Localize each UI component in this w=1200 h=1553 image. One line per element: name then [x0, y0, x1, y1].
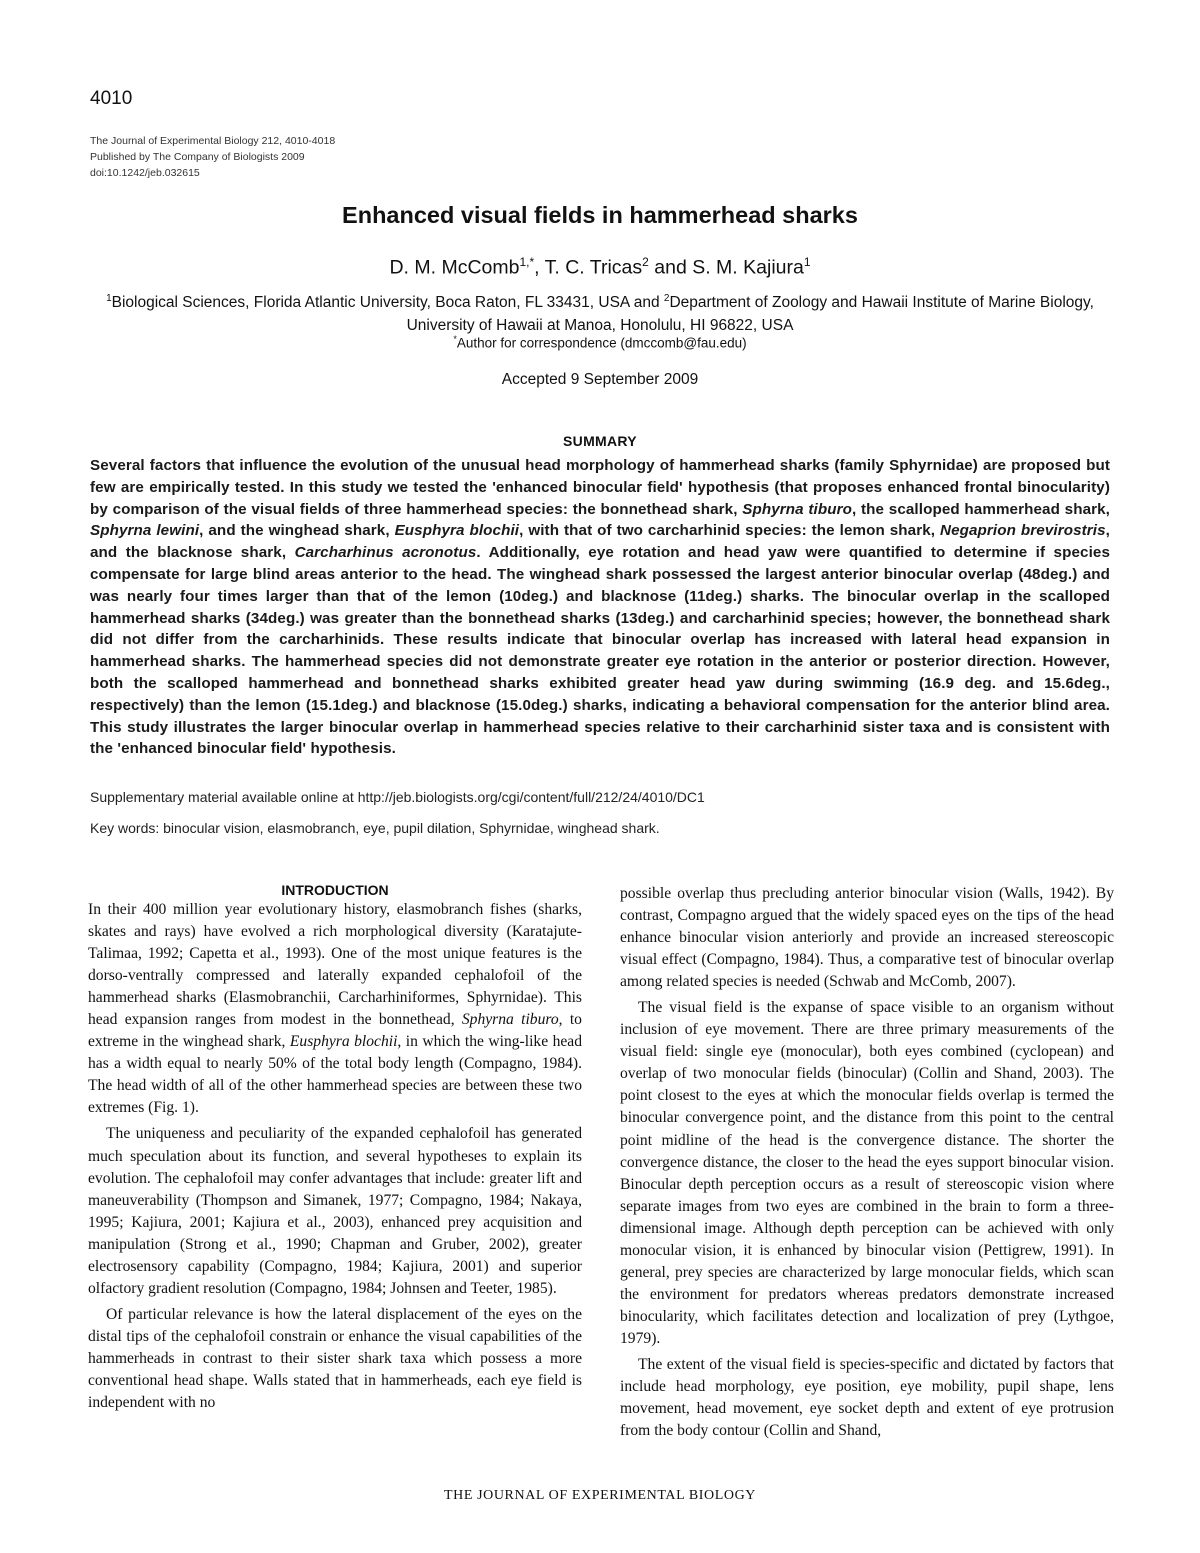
summary-text: . Additionally, eye rotation and head yaw were quantified to determine if species compensate for large blind areas anterior to the head. The winghead shark possessed the largest anterior binocular overlap (48deg.) and was nearly four times larger than that of the lemon (10deg.) and blacknose (11deg.) sharks. The binocular overlap in the scalloped hammerhead sharks (34deg.) was greater than the bonnethead sharks (13deg.) and carcharhinid species; however, the bonnethead shark did not differ from the carcharhinids. These results indicate that binocular overlap has increased with lateral head expansion in hammerhead sharks. The hammerhead species did not demonstrate greater eye rotation in the anterior or posterior direction. However, both the scalloped hammerhead and bonnethead sharks exhibited greater head yaw during swimming (16.9 deg. and 15.6deg., respectively) than the lemon (15.1deg.) and blacknose (15.0deg.) sharks, indicating a behavioral compensation for the anterior blind area. This study illustrates the larger binocular overlap in hammerhead species relative to their carcharhinid sister taxa and is consistent with the 'enhanced binocular field' hypothesis. — [90, 544, 1110, 758]
species-name: Eusphyra blochii — [394, 522, 520, 540]
key-words: Key words: binocular vision, elasmobranch, eye, pupil dilation, Sphyrnidae, winghead shark. — [90, 820, 660, 836]
paragraph: Of particular relevance is how the lateral displacement of the eyes on the distal tips of the cephalofoil constrain or enhance the visual capabilities of the hammerheads in contrast to their sister shark taxa which possess a more conventional head shape. Walls stated that in hammerheads, each eye field is independent with no — [88, 1305, 582, 1412]
species-name: Sphyrna lewini — [90, 522, 200, 540]
author-affiliation-mark: 2 — [642, 255, 649, 269]
author-name: D. M. McComb — [389, 256, 520, 279]
affiliation-mark: 1 — [106, 293, 112, 304]
correspondence-text: Author for correspondence (dmccomb@fau.edu) — [456, 335, 747, 351]
paragraph: The visual field is the expanse of space visible to an organism without inclusion of eye movement. There are three primary measurements of the visual field: single eye (monocular), both eyes combined (cyclopean) and overlap of two monocular fields (binocular) (Collin and Shand, 2003). The point closest to the eyes at which the monocular fields overlap is termed the binocular convergence point, and the distance from this point to the central point midline of the head is the convergence distance. The shorter the convergence distance, the closer to the head the eyes support binocular vision. Binocular depth perception occurs as a result of stereoscopic vision where separate images from two eyes are combined in the brain to form a three-dimensional image. Although depth perception can be achieved with only monocular vision, it is enhanced by binocular vision (Pettigrew, 1991). In general, prey species are characterized by large monocular fields, which scan the environment for predators whereas predators demonstrate increased binocularity, which facilitates detection and localization of prey (Lythgoe, 1979). — [620, 999, 1114, 1347]
paragraph — [88, 899, 582, 1119]
publisher-line: Published by The Company of Biologists 2009 — [90, 151, 305, 163]
author-separator: and — [648, 256, 693, 279]
summary-heading: SUMMARY — [563, 433, 637, 449]
paragraph: The uniqueness and peculiarity of the expanded cephalofoil has generated much speculation about its function, and several hypotheses to explain its evolution. The cephalofoil may confer advantages that include: greater lift and maneuverability (Thompson and Simanek, 1977; Compagno, 1984; Nakaya, 1995; Kajiura, 2001; Kajiura et al., 2003), enhanced prey acquisition and manipulation (Strong et al., 1990; Chapman and Gruber, 2002), greater electrosensory capability (Compagno, 1984; Kajiura, 2001) and superior olfactory gradient resolution (Compagno, 1984; Johnsen and Teeter, 1985). — [88, 1125, 582, 1297]
summary-text: , and the blacknose shark, — [90, 522, 1110, 562]
introduction-heading: INTRODUCTION — [281, 882, 389, 898]
supplementary-material-link[interactable]: Supplementary material available online at http://jeb.biologists.org/cgi/content/full/212/24/4010/DC1 — [90, 789, 705, 805]
correspondence-note — [0, 334, 1200, 351]
species-name: Sphyrna tiburo — [461, 1011, 559, 1029]
affiliation-text: Department of Zoology and Hawaii Institute of Marine Biology, University of Hawaii at Manoa, Honolulu, HI 96822, USA — [406, 294, 1094, 335]
affiliations — [95, 287, 1105, 337]
paragraph: possible overlap thus precluding anterior binocular vision (Walls, 1942). By contrast, Compagno argued that the widely spaced eyes on the tips of the head enhance binocular vision anteriorly and provide an increased stereoscopic visual effect (Compagno, 1984). Thus, a comparative test of binocular overlap among related species is needed (Schwab and McComb, 2007). — [620, 885, 1114, 991]
journal-line: The Journal of Experimental Biology 212, 4010-4018 — [90, 135, 336, 147]
article-title: Enhanced visual fields in hammerhead sharks — [342, 202, 858, 228]
summary-text: , with that of two carcharhinid species: the lemon shark, — [519, 522, 940, 540]
summary-text: , the scalloped hammerhead shark, — [852, 500, 1110, 518]
doi-line: doi:10.1242/jeb.032615 — [90, 167, 200, 179]
summary-text: , and the winghead shark, — [199, 522, 395, 540]
paragraph-text: , to extreme in the winghead shark, — [88, 1011, 582, 1051]
summary-text: Several factors that influence the evolution of the unusual head morphology of hammerhead sharks (family Sphyrnidae) are proposed but few are empirically tested. In this study we tested the 'enhanced binocular field' hypothesis (that proposes enhanced frontal binocularity) by comparison of the visual fields of three hammerhead species: the bonnethead shark, — [90, 457, 1110, 518]
affiliation-text: Biological Sciences, Florida Atlantic University, Boca Raton, FL 33431, USA and — [111, 294, 664, 312]
author-name: S. M. Kajiura — [692, 256, 804, 279]
paragraph-text: , in which the wing-like head has a width equal to nearly 50% of the total body length (Compagno, 1984). The head width of all of the other hammerhead species are between these two extremes (Fig. 1). — [88, 1033, 582, 1117]
body-column-left — [88, 881, 582, 1414]
author-affiliation-mark: 1 — [803, 255, 811, 269]
paragraph-text: In their 400 million year evolutionary history, elasmobranch fishes (sharks, skates and rays) have evolved a rich morphological diversity (Karatajute-Talimaa, 1992; Capetta et al., 1993). One of the most unique features is the dorso-ventrally compressed and laterally expanded cephalofoil of the hammerhead sharks (Elasmobranchii, Carcharhiniformes, Sphyrnidae). This head expansion ranges from modest in the bonnethead, — [88, 901, 582, 1029]
species-name: Eusphyra blochii — [289, 1033, 398, 1051]
journal-citation-block — [90, 133, 335, 181]
correspondence-mark: * — [453, 334, 457, 344]
author-separator: , — [534, 256, 545, 279]
author-list — [0, 255, 1200, 280]
species-name: Sphyrna tiburo — [742, 500, 853, 518]
affiliation-mark: 2 — [663, 293, 670, 304]
page-number: 4010 — [90, 88, 133, 109]
journal-footer: THE JOURNAL OF EXPERIMENTAL BIOLOGY — [443, 1488, 757, 1503]
summary-abstract — [90, 455, 1110, 760]
paragraph: The extent of the visual field is species-specific and dictated by factors that include head morphology, eye position, eye mobility, pupil shape, lens movement, head movement, eye socket depth and extent of eye protrusion from the body contour (Collin and Shand, — [620, 1355, 1114, 1440]
species-name: Carcharhinus acronotus — [294, 544, 477, 562]
author-name: T. C. Tricas — [544, 256, 643, 279]
author-affiliation-mark: 1,* — [519, 255, 535, 269]
species-name: Negaprion brevirostris — [940, 522, 1106, 540]
accepted-date: Accepted 9 September 2009 — [501, 371, 699, 388]
body-column-right — [620, 883, 1114, 1442]
